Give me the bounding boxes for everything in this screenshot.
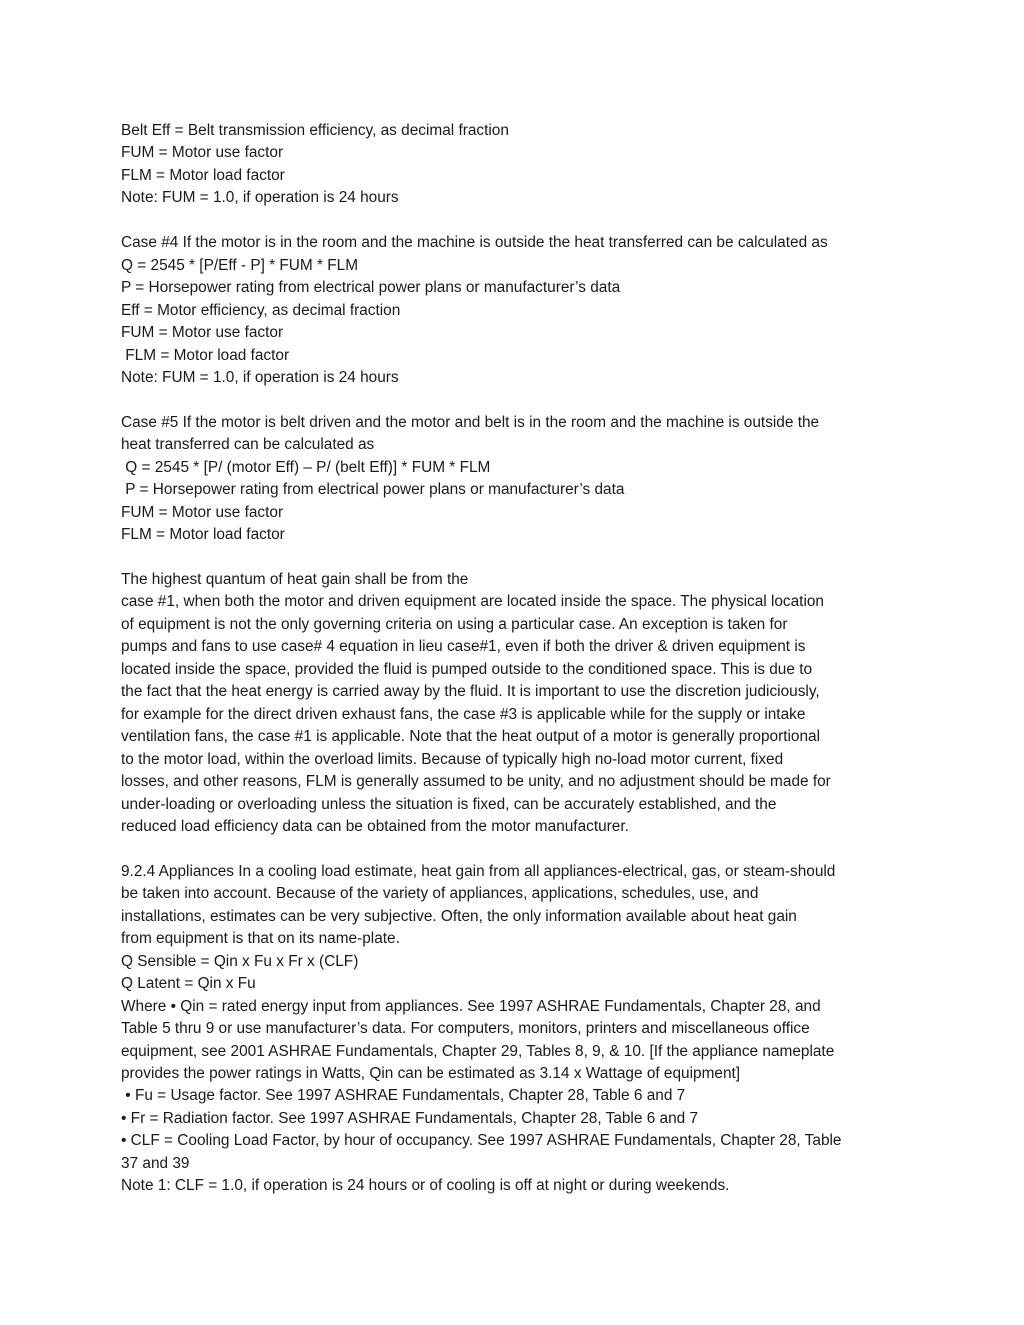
text-line: the fact that the heat energy is carried away by the fluid. It is important to use the discretion judiciously, bbox=[121, 683, 820, 701]
text-line: installations, estimates can be very subjective. Often, the only information available about heat gain bbox=[121, 907, 797, 925]
text-line: under-loading or overloading unless the situation is fixed, can be accurately established, and the bbox=[121, 795, 777, 813]
paragraph-belt-definitions bbox=[121, 120, 911, 210]
text-line: equipment, see 2001 ASHRAE Fundamentals, Chapter 29, Tables 8, 9, & 10. [If the appliance nameplate bbox=[121, 1042, 835, 1060]
text-line: P = Horsepower rating from electrical power plans or manufacturer’s data bbox=[121, 279, 621, 297]
formula-line: Q = 2545 * [P/Eff - P] * FUM * FLM bbox=[121, 256, 359, 274]
formula-line: Q = 2545 * [P/ (motor Eff) – P/ (belt Eff)] * FUM * FLM bbox=[121, 458, 491, 476]
text-line: case #1, when both the motor and driven equipment are located inside the space. The physical location bbox=[121, 593, 824, 611]
formula-line: Q Sensible = Qin x Fu x Fr x (CLF) bbox=[121, 952, 359, 970]
text-line: located inside the space, provided the fluid is pumped outside to the conditioned space. This is due to bbox=[121, 660, 813, 678]
text-line: The highest quantum of heat gain shall be from the bbox=[121, 571, 469, 589]
paragraph-appliances bbox=[121, 861, 911, 1198]
text-line: FLM = Motor load factor bbox=[121, 346, 290, 364]
text-line: 9.2.4 Appliances In a cooling load estimate, heat gain from all appliances-electrical, gas, or steam-should bbox=[121, 862, 836, 880]
text-line: Note: FUM = 1.0, if operation is 24 hours bbox=[121, 189, 399, 207]
text-line: losses, and other reasons, FLM is generally assumed to be unity, and no adjustment should be made for bbox=[121, 773, 831, 791]
text-line: Belt Eff = Belt transmission efficiency, as decimal fraction bbox=[121, 122, 509, 139]
text-line: FUM = Motor use factor bbox=[121, 503, 284, 521]
text-line: Case #5 If the motor is belt driven and the motor and belt is in the room and the machine is outside the bbox=[121, 413, 820, 431]
text-line: of equipment is not the only governing criteria on using a particular case. An exception is taken for bbox=[121, 615, 788, 633]
paragraph-case-5 bbox=[121, 412, 911, 547]
text-line: FLM = Motor load factor bbox=[121, 166, 285, 184]
bullet-line: • Fu = Usage factor. See 1997 ASHRAE Fundamentals, Chapter 28, Table 6 and 7 bbox=[121, 1087, 686, 1105]
formula-line: Q Latent = Qin x Fu bbox=[121, 975, 256, 993]
text-line: Table 5 thru 9 or use manufacturer’s data. For computers, monitors, printers and miscellaneous office bbox=[121, 1020, 810, 1038]
text-line: be taken into account. Because of the variety of appliances, applications, schedules, use, and bbox=[121, 885, 759, 903]
text-line: provides the power ratings in Watts, Qin can be estimated as 3.14 x Wattage of equipment] bbox=[121, 1064, 741, 1082]
text-line: 37 and 39 bbox=[121, 1154, 190, 1172]
bullet-line: • Fr = Radiation factor. See 1997 ASHRAE Fundamentals, Chapter 28, Table 6 and 7 bbox=[121, 1109, 699, 1127]
text-line: Case #4 If the motor is in the room and the machine is outside the heat transferred can be calculated as bbox=[121, 234, 828, 252]
paragraph-case-4 bbox=[121, 232, 911, 389]
text-line: Where • Qin = rated energy input from appliances. See 1997 ASHRAE Fundamentals, Chapter 28, and bbox=[121, 997, 821, 1015]
text-line: to the motor load, within the overload limits. Because of typically high no-load motor current, fixed bbox=[121, 750, 784, 768]
note-line: Note 1: CLF = 1.0, if operation is 24 hours or of cooling is off at night or during weekends. bbox=[121, 1177, 730, 1195]
text-line: from equipment is that on its name-plate. bbox=[121, 930, 400, 948]
bullet-line: • CLF = Cooling Load Factor, by hour of occupancy. See 1997 ASHRAE Fundamentals, Chapter 28, Table bbox=[121, 1132, 842, 1150]
text-line: for example for the direct driven exhaust fans, the case #3 is applicable while for the supply or intake bbox=[121, 705, 806, 723]
text-line: P = Horsepower rating from electrical power plans or manufacturer’s data bbox=[121, 481, 625, 499]
text-line: ventilation fans, the case #1 is applicable. Note that the heat output of a motor is generally proportional bbox=[121, 728, 820, 746]
text-line: FUM = Motor use factor bbox=[121, 324, 284, 342]
text-line: FUM = Motor use factor bbox=[121, 144, 284, 162]
paragraph-highest-heat-gain bbox=[121, 569, 911, 838]
document-page bbox=[121, 120, 911, 1220]
text-line: reduced load efficiency data can be obtained from the motor manufacturer. bbox=[121, 818, 629, 835]
text-line: Note: FUM = 1.0, if operation is 24 hours bbox=[121, 368, 399, 386]
text-line: heat transferred can be calculated as bbox=[121, 436, 375, 454]
text-line: pumps and fans to use case# 4 equation in lieu case#1, even if both the driver & driven equipment is bbox=[121, 638, 806, 656]
text-line: Eff = Motor efficiency, as decimal fraction bbox=[121, 301, 401, 319]
text-line: FLM = Motor load factor bbox=[121, 526, 285, 544]
